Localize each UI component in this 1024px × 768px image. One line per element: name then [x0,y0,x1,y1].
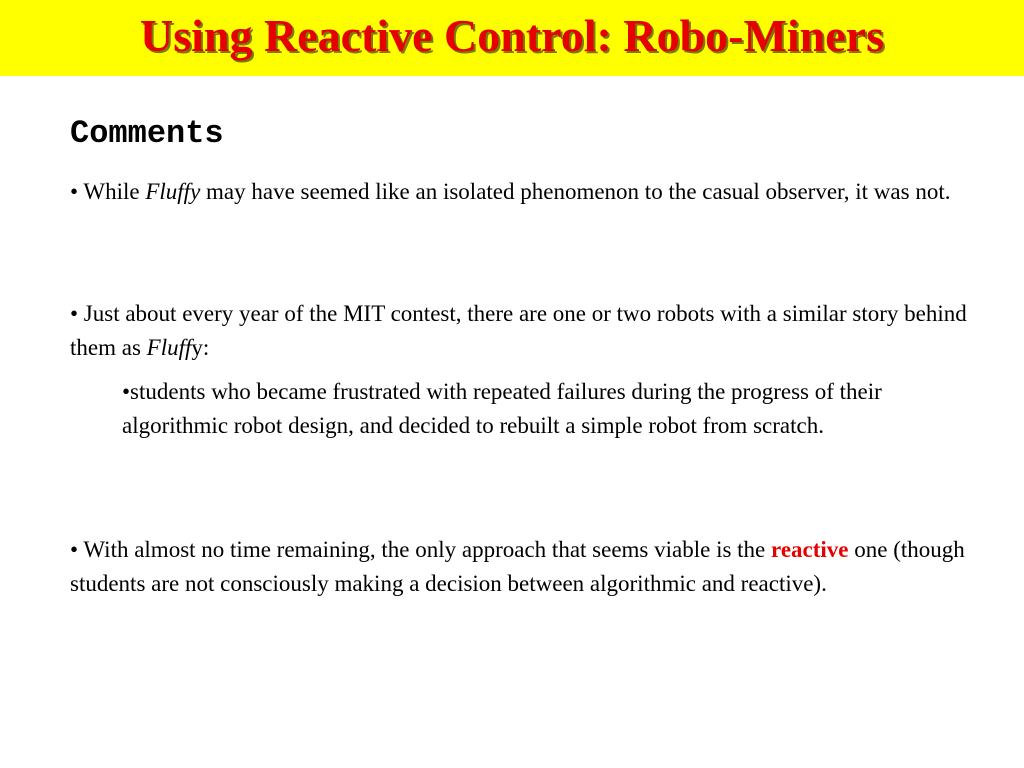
section-heading: Comments [70,115,224,152]
sub-bullet: •students who became frustrated with repeated failures during the progress of their algorithmic robot design, and decided to rebuilt a simple robot from scratch. [122,379,882,438]
bullet-2-suffix: y: [191,335,210,360]
bullet-3-highlight: reactive [771,537,849,562]
bullet-1 [70,175,970,209]
bullet-2-emphasis: Fluff [146,335,192,360]
bullet-1-prefix: • While [70,179,146,204]
bullet-3-rest: one (though students are not consciously making a decision between algorithmic and reactive). [70,537,965,596]
bullet-2 [70,297,970,365]
slide-title: Using Reactive Control: Robo-Miners [140,10,884,61]
bullet-3 [70,533,970,601]
bullet-1-rest: may have seemed like an isolated phenomenon to the casual observer, it was not. [200,179,951,204]
bullet-2-prefix: • Just about every year of the MIT contest, there are one or two robots with a similar story behind them as [70,301,967,360]
bullet-3-prefix: • With almost no time remaining, the only approach that seems viable is the [70,537,772,562]
title-bar [0,0,1024,76]
bullet-1-emphasis: Fluffy [145,179,201,204]
